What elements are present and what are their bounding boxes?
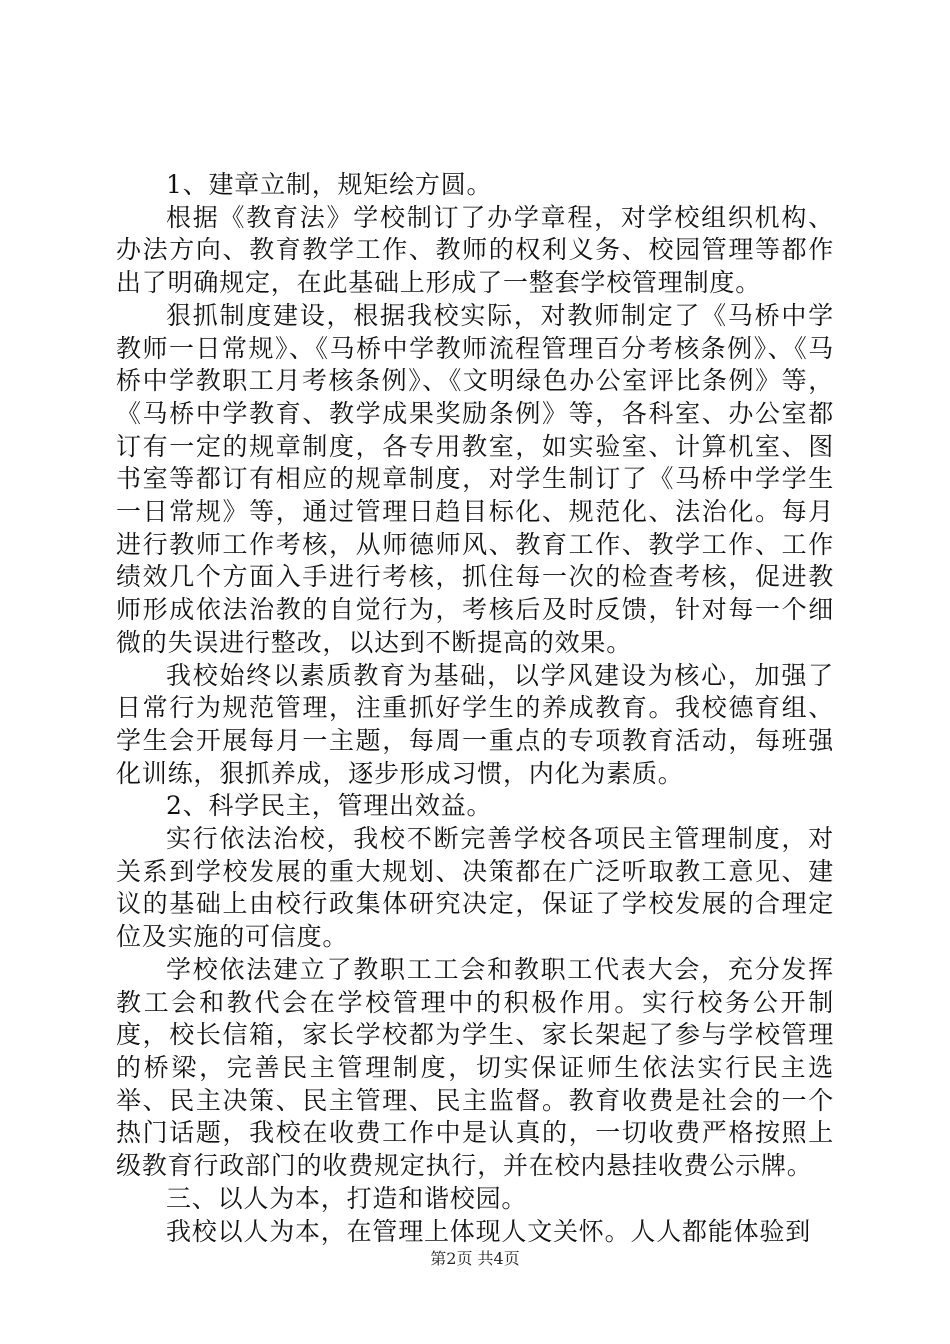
section-heading: 三、以人为本，打造和谐校园。 [166,1183,528,1213]
section-heading: 1、建章立制，规矩绘方圆。 [166,170,493,199]
paragraph: 狠抓制度建设，根据我校实际，对教师制定了《马桥中学教师一日常规》、《马桥中学教师流程管理百分考核条例》、《马桥中学教职工月考核条例》、《文明绿色办公室评比条例》等，《马桥中学教育、教学成果奖励条例》等，各科室、办公室都订有一定的规章制度，各专用教室，如实验室、计算机室、图书室等都订有相应的规章制度，对学生制订了《马桥中学学生一日常规》等，通过管理日趋目标化、规范化、法治化。每月进行教师工作考核，从师德师风、教育工作、教学工作、工作绩效几个方面入手进行考核，抓住每一次的检查考核，促进教师形成依法治教的自觉行为，考核后及时反馈，针对每一个细微的失误进行整改，以达到不断提高的效果。 [116,300,834,657]
paragraph: 我校始终以素质教育为基础，以学风建设为核心，加强了日常行为规范管理，注重抓好学生的养成教育。我校德育组、学生会开展每月一主题，每周一重点的专项教育活动，每班强化训练，狠抓养成，逐步形成习惯，内化为素质。 [116,660,834,788]
paragraph: 学校依法建立了教职工工会和教职工代表大会，充分发挥教工会和教代会在学校管理中的积极作用。实行校务公开制度，校长信箱，家长学校都为学生、家长架起了参与学校管理的桥梁，完善民主管理制度，切实保证师生依法实行民主选举、民主决策、民主管理、民主监督。教育收费是社会的一个热门话题，我校在收费工作中是认真的，一切收费严格按照上级教育行政部门的收费规定执行，并在校内悬挂收费公示牌。 [116,954,834,1181]
document-body [116,169,834,1248]
page-footer: 第2页 共4页 [430,1249,520,1268]
paragraph: 实行依法治校，我校不断完善学校各项民主管理制度，对关系到学校发展的重大规划、决策都在广泛听取教工意见、建议的基础上由校行政集体研究决定，保证了学校发展的合理定位及实施的可信度。 [116,824,834,952]
paragraph: 我校以人为本，在管理上体现人文关怀。人人都能体验到 [166,1216,812,1246]
paragraph: 根据《教育法》学校制订了办学章程，对学校组织机构、办法方向、教育教学工作、教师的权利义务、校园管理等都作出了明确规定，在此基础上形成了一整套学校管理制度。 [116,202,834,298]
section-heading: 2、科学民主，管理出效益。 [166,791,493,821]
